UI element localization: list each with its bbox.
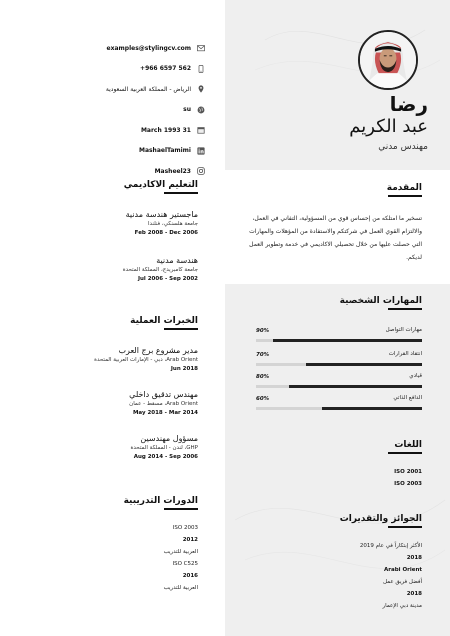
contact-address [95,79,205,100]
training-list [164,522,198,594]
skill-bar-track [256,339,422,342]
skill-percent: 70% [256,352,270,358]
experience-role: مهندس تدقيق داخلي [129,390,198,399]
contact-birthdate [95,120,205,141]
contact-website [95,100,205,121]
experience-date: May 2018 - Mar 2014 [132,410,198,416]
awards-heading: الجوائز والتقديرات [339,514,422,524]
contact-instagram-text: Masheel23 [154,167,191,175]
skill-bar-fill [289,385,422,388]
phone-icon [196,64,205,73]
experience-role: مسؤول مهندسين [140,434,198,443]
experience-date: Jun 2018 [170,366,198,372]
instagram-icon [196,167,205,176]
training-code: ISO 2003 [172,525,198,531]
profile-photo [358,30,418,90]
envelope-icon [196,44,205,53]
skill-label: مهارات التواصل [385,327,422,333]
skill-item [256,326,422,336]
award-year: 2018 [406,591,422,597]
skill-bar-fill [322,407,422,410]
experience-heading: الخبرات العملية [130,316,198,326]
contact-linkedin-text: MashaelTamimi [138,147,191,155]
award-year: 2018 [406,555,422,561]
contact-email-text: examples@stylingcv.com [106,44,191,52]
skill-percent: 80% [256,374,270,380]
skill-item [256,394,422,404]
award-title: الأكثر إبتكاراً في عام 2019 [359,543,422,549]
languages-list [394,466,422,490]
skill-bar-track [256,385,422,388]
skill-percent: 60% [256,396,270,402]
education-date: Feb 2008 - Dec 2006 [134,230,198,236]
intro-text: تسخير ما امتلكه من إحساس قوي من المسؤولية، التفاني في العمل، والالتزام القوي العمل في شركتكم والاستفادة من المؤهلات والمهارات التي حصلت عليها من خلال تحصيلي الاكاديمي في خدمة وتطوير العمل لديكم. [249,215,422,261]
contact-email [95,38,205,59]
contact-address-text: الرياض - المملكة العربية السعودية [105,85,191,93]
education-heading: التعليم الاكاديمي [123,180,198,190]
experience-entry [18,390,198,418]
globe-icon [196,105,205,114]
award-org: مدينة دبي الإعمار [382,603,422,609]
contact-phone-text: +966 6597 562 [140,65,191,73]
contact-website-text: su [183,106,191,114]
location-pin-icon [196,85,205,94]
skill-label: قيادي [409,373,422,379]
skills-heading: المهارات الشخصية [339,296,422,306]
education-school: جامعة كامبريدج، المملكة المتحدة [122,267,198,273]
skill-percent: 90% [256,328,270,334]
experience-role: مدير مشروع برج العرب [118,346,198,355]
skill-bar-track [256,407,422,410]
training-heading: الدورات التدريبية [123,496,198,506]
job-title: مهندس مدني [378,142,428,152]
award-org: Arabi Orient [384,567,422,573]
skill-item [256,372,422,382]
skill-bar-fill [273,339,422,342]
education-degree: هندسة مدنية [156,256,198,265]
experience-company: Arab Orient، مسقط - عمان [129,401,198,407]
skill-label: الدافع الذاتي [393,395,422,401]
last-name: عبد الكريم [349,116,428,137]
skill-bar-fill [306,363,422,366]
first-name: رضا [389,92,428,116]
intro-heading: المقدمة [386,183,422,193]
education-entry [18,256,198,284]
skill-item [256,350,422,360]
experience-date: Aug 2014 - Sep 2006 [133,454,198,460]
training-year: 2016 [182,573,198,579]
education-date: Jul 2006 - Sep 2002 [137,276,198,282]
award-title: أفضل فريق عمل [383,579,422,585]
training-org: العربية للتدريب [163,585,198,591]
experience-company: Arab Orient، دبي - الإمارات العربية المتحدة [94,357,198,363]
awards-list [360,540,422,612]
contact-instagram [95,161,205,182]
skill-bar-track [256,363,422,366]
training-year: 2012 [182,537,198,543]
experience-entry [18,434,198,462]
training-org: العربية للتدريب [163,549,198,555]
experience-company: GHP، لندن - المملكة المتحدة [130,445,198,451]
linkedin-icon [196,146,205,155]
language-item: ISO 2001 [394,469,422,475]
calendar-icon [196,126,205,135]
contact-birthdate-text: March 1993 31 [140,126,191,134]
education-degree: ماجستير هندسة مدنية [125,210,198,219]
languages-heading: اللغات [394,440,422,450]
training-code: ISO C525 [172,561,198,567]
contact-list [95,38,205,182]
experience-entry [18,346,198,374]
education-entry [18,210,198,238]
education-school: جامعة هلسنكي، فنلندا [148,221,198,227]
contact-linkedin [95,141,205,162]
language-item: ISO 2003 [394,481,422,487]
skill-label: انتقاد القرارات [388,351,422,357]
contact-phone [95,59,205,80]
